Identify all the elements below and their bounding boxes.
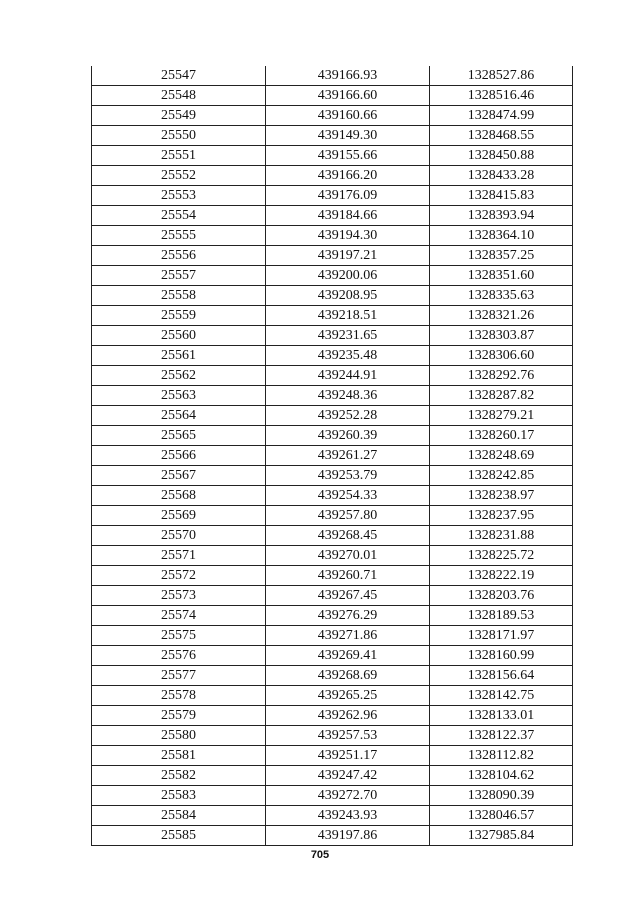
point-id-cell: 25555 [92, 226, 266, 246]
coord-y-cell: 1328415.83 [430, 186, 573, 206]
coord-x-cell: 439253.79 [266, 466, 430, 486]
point-id-cell: 25573 [92, 586, 266, 606]
point-id-cell: 25561 [92, 346, 266, 366]
coord-y-cell: 1328516.46 [430, 86, 573, 106]
coord-x-cell: 439231.65 [266, 326, 430, 346]
point-id-cell: 25565 [92, 426, 266, 446]
coord-y-cell: 1328292.76 [430, 366, 573, 386]
coord-y-cell: 1328279.21 [430, 406, 573, 426]
coord-x-cell: 439265.25 [266, 686, 430, 706]
coord-x-cell: 439260.39 [266, 426, 430, 446]
coord-y-cell: 1328189.53 [430, 606, 573, 626]
table-row [92, 346, 573, 366]
table-row [92, 386, 573, 406]
point-id-cell: 25568 [92, 486, 266, 506]
coord-x-cell: 439268.45 [266, 526, 430, 546]
coord-x-cell: 439268.69 [266, 666, 430, 686]
coord-y-cell: 1328156.64 [430, 666, 573, 686]
coord-x-cell: 439247.42 [266, 766, 430, 786]
table-row [92, 546, 573, 566]
point-id-cell: 25584 [92, 806, 266, 826]
point-id-cell: 25559 [92, 306, 266, 326]
point-id-cell: 25582 [92, 766, 266, 786]
coord-x-cell: 439166.93 [266, 66, 430, 86]
coord-y-cell: 1328393.94 [430, 206, 573, 226]
coord-x-cell: 439197.21 [266, 246, 430, 266]
table-row [92, 666, 573, 686]
coord-y-cell: 1328133.01 [430, 706, 573, 726]
coord-x-cell: 439184.66 [266, 206, 430, 226]
table-row [92, 806, 573, 826]
point-id-cell: 25557 [92, 266, 266, 286]
coord-y-cell: 1328306.60 [430, 346, 573, 366]
coord-y-cell: 1328171.97 [430, 626, 573, 646]
coord-y-cell: 1328303.87 [430, 326, 573, 346]
coord-x-cell: 439262.96 [266, 706, 430, 726]
coord-x-cell: 439149.30 [266, 126, 430, 146]
point-id-cell: 25558 [92, 286, 266, 306]
coord-x-cell: 439160.66 [266, 106, 430, 126]
coord-y-cell: 1328287.82 [430, 386, 573, 406]
point-id-cell: 25577 [92, 666, 266, 686]
coord-y-cell: 1328112.82 [430, 746, 573, 766]
point-id-cell: 25585 [92, 826, 266, 846]
table-row [92, 366, 573, 386]
coordinate-table-container [91, 66, 572, 846]
table-row [92, 226, 573, 246]
point-id-cell: 25556 [92, 246, 266, 266]
coord-x-cell: 439271.86 [266, 626, 430, 646]
point-id-cell: 25578 [92, 686, 266, 706]
point-id-cell: 25583 [92, 786, 266, 806]
coordinate-table [91, 66, 573, 846]
coord-x-cell: 439166.60 [266, 86, 430, 106]
coord-y-cell: 1328364.10 [430, 226, 573, 246]
table-row [92, 746, 573, 766]
coord-x-cell: 439260.71 [266, 566, 430, 586]
coord-x-cell: 439267.45 [266, 586, 430, 606]
point-id-cell: 25574 [92, 606, 266, 626]
coord-x-cell: 439194.30 [266, 226, 430, 246]
table-row [92, 446, 573, 466]
page-number: 705 [310, 849, 330, 861]
point-id-cell: 25554 [92, 206, 266, 226]
point-id-cell: 25567 [92, 466, 266, 486]
coord-x-cell: 439248.36 [266, 386, 430, 406]
point-id-cell: 25569 [92, 506, 266, 526]
point-id-cell: 25570 [92, 526, 266, 546]
table-body [92, 66, 573, 846]
coord-x-cell: 439243.93 [266, 806, 430, 826]
coord-y-cell: 1328527.86 [430, 66, 573, 86]
coord-y-cell: 1328450.88 [430, 146, 573, 166]
table-row [92, 306, 573, 326]
coord-x-cell: 439261.27 [266, 446, 430, 466]
table-row [92, 826, 573, 846]
table-row [92, 266, 573, 286]
table-row [92, 66, 573, 86]
point-id-cell: 25552 [92, 166, 266, 186]
coord-y-cell: 1328203.76 [430, 586, 573, 606]
coord-y-cell: 1328231.88 [430, 526, 573, 546]
coord-x-cell: 439166.20 [266, 166, 430, 186]
table-row [92, 206, 573, 226]
point-id-cell: 25548 [92, 86, 266, 106]
coord-y-cell: 1327985.84 [430, 826, 573, 846]
point-id-cell: 25576 [92, 646, 266, 666]
table-row [92, 426, 573, 446]
table-row [92, 166, 573, 186]
point-id-cell: 25579 [92, 706, 266, 726]
coord-y-cell: 1328046.57 [430, 806, 573, 826]
point-id-cell: 25550 [92, 126, 266, 146]
coord-y-cell: 1328260.17 [430, 426, 573, 446]
table-row [92, 566, 573, 586]
coord-x-cell: 439272.70 [266, 786, 430, 806]
table-row [92, 766, 573, 786]
table-row [92, 186, 573, 206]
coord-y-cell: 1328142.75 [430, 686, 573, 706]
coord-y-cell: 1328090.39 [430, 786, 573, 806]
point-id-cell: 25553 [92, 186, 266, 206]
table-row [92, 686, 573, 706]
coord-y-cell: 1328335.63 [430, 286, 573, 306]
coord-y-cell: 1328468.55 [430, 126, 573, 146]
coord-y-cell: 1328237.95 [430, 506, 573, 526]
table-row [92, 606, 573, 626]
coord-y-cell: 1328160.99 [430, 646, 573, 666]
table-row [92, 146, 573, 166]
coord-x-cell: 439270.01 [266, 546, 430, 566]
point-id-cell: 25566 [92, 446, 266, 466]
coord-x-cell: 439197.86 [266, 826, 430, 846]
coord-x-cell: 439218.51 [266, 306, 430, 326]
point-id-cell: 25581 [92, 746, 266, 766]
table-row [92, 626, 573, 646]
table-row [92, 506, 573, 526]
table-row [92, 526, 573, 546]
table-row [92, 646, 573, 666]
coord-y-cell: 1328225.72 [430, 546, 573, 566]
coord-x-cell: 439155.66 [266, 146, 430, 166]
coord-y-cell: 1328433.28 [430, 166, 573, 186]
point-id-cell: 25562 [92, 366, 266, 386]
coord-y-cell: 1328104.62 [430, 766, 573, 786]
table-row [92, 486, 573, 506]
table-row [92, 706, 573, 726]
table-row [92, 586, 573, 606]
coord-x-cell: 439276.29 [266, 606, 430, 626]
table-row [92, 466, 573, 486]
coord-x-cell: 439208.95 [266, 286, 430, 306]
table-row [92, 106, 573, 126]
coord-y-cell: 1328351.60 [430, 266, 573, 286]
table-row [92, 326, 573, 346]
coord-x-cell: 439235.48 [266, 346, 430, 366]
point-id-cell: 25580 [92, 726, 266, 746]
coord-x-cell: 439269.41 [266, 646, 430, 666]
coord-y-cell: 1328321.26 [430, 306, 573, 326]
coord-x-cell: 439244.91 [266, 366, 430, 386]
coord-y-cell: 1328122.37 [430, 726, 573, 746]
coord-y-cell: 1328222.19 [430, 566, 573, 586]
table-row [92, 246, 573, 266]
point-id-cell: 25549 [92, 106, 266, 126]
point-id-cell: 25563 [92, 386, 266, 406]
table-row [92, 786, 573, 806]
point-id-cell: 25547 [92, 66, 266, 86]
coord-y-cell: 1328357.25 [430, 246, 573, 266]
coord-x-cell: 439251.17 [266, 746, 430, 766]
table-row [92, 126, 573, 146]
point-id-cell: 25551 [92, 146, 266, 166]
coord-y-cell: 1328474.99 [430, 106, 573, 126]
coord-x-cell: 439254.33 [266, 486, 430, 506]
coord-x-cell: 439176.09 [266, 186, 430, 206]
coord-x-cell: 439257.80 [266, 506, 430, 526]
point-id-cell: 25564 [92, 406, 266, 426]
coord-y-cell: 1328242.85 [430, 466, 573, 486]
table-row [92, 86, 573, 106]
coord-x-cell: 439252.28 [266, 406, 430, 426]
table-row [92, 406, 573, 426]
coord-x-cell: 439257.53 [266, 726, 430, 746]
table-row [92, 726, 573, 746]
point-id-cell: 25575 [92, 626, 266, 646]
point-id-cell: 25560 [92, 326, 266, 346]
point-id-cell: 25571 [92, 546, 266, 566]
table-row [92, 286, 573, 306]
coord-y-cell: 1328238.97 [430, 486, 573, 506]
coord-y-cell: 1328248.69 [430, 446, 573, 466]
point-id-cell: 25572 [92, 566, 266, 586]
coord-x-cell: 439200.06 [266, 266, 430, 286]
